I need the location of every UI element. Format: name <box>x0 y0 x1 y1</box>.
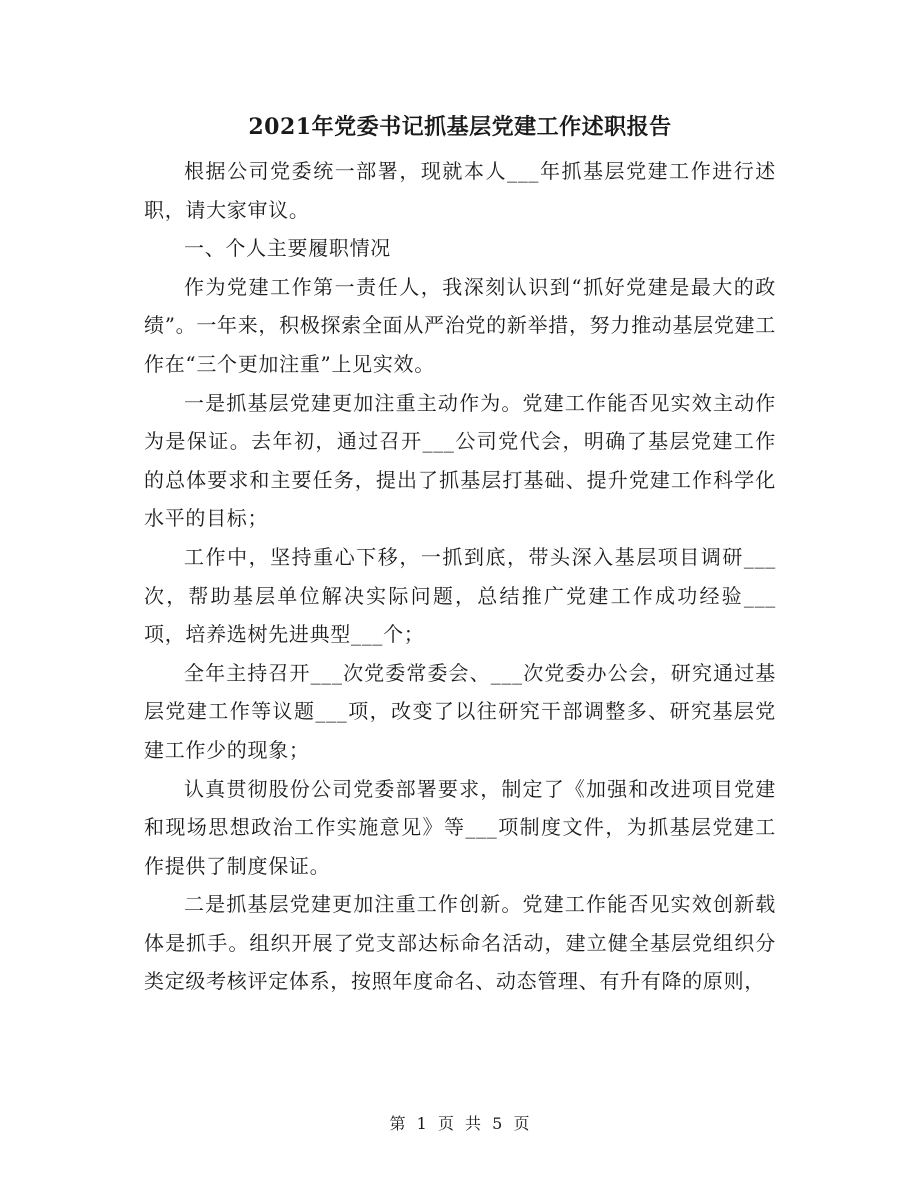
page-footer <box>0 1113 920 1135</box>
footer-page-word: 页 <box>437 1114 455 1133</box>
paragraph: 工作中，坚持重心下移，一抓到底，带头深入基层项目调研___次，帮助基层单位解决实际问题，总结推广党建工作成功经验___项，培养选树先进典型___个； <box>144 544 776 647</box>
document-body <box>144 152 776 1001</box>
footer-prefix: 第 <box>389 1114 407 1133</box>
paragraph: 一是抓基层党建更加注重主动作为。党建工作能否见实效主动作为是保证。去年初，通过召开___公司党代会，明确了基层党建工作的总体要求和主要任务，提出了抓基层打基础、提升党建工作科学化水平的目标； <box>144 390 776 531</box>
document-title: 2021年党委书记抓基层党建工作述职报告 <box>248 114 672 140</box>
footer-current-page: 1 <box>416 1114 428 1133</box>
section-heading: 一、个人主要履职情况 <box>184 236 391 261</box>
footer-total-pages: 5 <box>492 1114 504 1133</box>
footer-suffix: 页 <box>513 1114 531 1133</box>
paragraph: 全年主持召开___次党委常委会、___次党委办公会，研究通过基层党建工作等议题___项，改变了以往研究干部调整多、研究基层党建工作少的现象； <box>144 660 776 762</box>
paragraph: 二是抓基层党建更加注重工作创新。党建工作能否见实效创新载体是抓手。组织开展了党支部达标命名活动，建立健全基层党组织分类定级考核评定体系，按照年度命名、动态管理、有升有降的原则， <box>144 892 776 994</box>
footer-total-prefix: 共 <box>465 1114 483 1133</box>
paragraph: 作为党建工作第一责任人，我深刻认识到“抓好党建是最大的政绩”。一年来，积极探索全面从严治党的新举措，努力推动基层党建工作在“三个更加注重”上见实效。 <box>144 274 776 376</box>
paragraph-intro: 根据公司党委统一部署，现就本人___年抓基层党建工作进行述职，请大家审议。 <box>144 159 776 222</box>
paragraph: 认真贯彻股份公司党委部署要求，制定了《加强和改进项目党建和现场思想政治工作实施意见》等___项制度文件，为抓基层党建工作提供了制度保证。 <box>144 776 776 878</box>
